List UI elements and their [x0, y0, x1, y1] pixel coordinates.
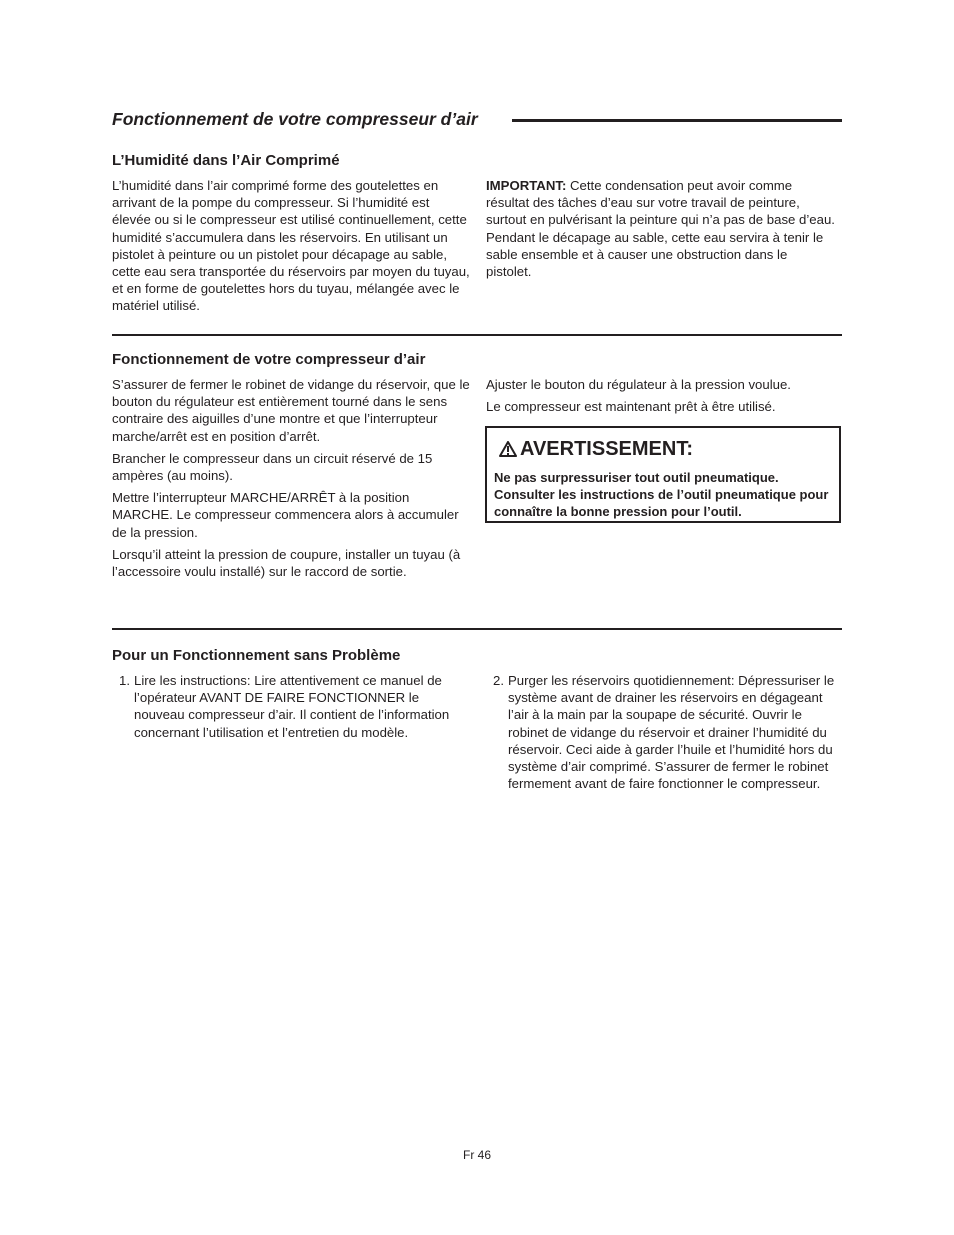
warning-heading-text: AVERTISSEMENT:	[520, 438, 693, 460]
warning-box	[485, 426, 841, 523]
operation-heading: Fonctionnement de votre compresseur d’air	[112, 351, 426, 368]
section-divider	[112, 628, 842, 630]
warning-text: Ne pas surpressuriser tout outil pneumatique. Consulter les instructions de l’outil pneumatique pour connaître la bonne pression pour l’outil.	[494, 470, 829, 519]
operation-paragraph: Lorsqu’il atteint la pression de coupure, installer un tuyau (à l’accessoire voulu installé) sur le raccord de sortie.	[112, 546, 461, 580]
section-divider	[112, 334, 842, 336]
list-item-number: 2.	[493, 673, 504, 688]
operation-paragraph: Brancher le compresseur dans un circuit réservé de 15 ampères (au moins).	[112, 450, 433, 484]
page-title: Fonctionnement de votre compresseur d’air	[112, 109, 478, 129]
list-item	[486, 672, 842, 792]
humidity-heading: L’Humidité dans l’Air Comprimé	[112, 152, 340, 169]
humidity-left-text: L’humidité dans l’air comprimé forme des goutelettes en arrivant de la pompe du compresseur. Si l’humidité est élevée ou si le compresseur est utilisé continuellement, cette humidité s’accumulera dans les réservoirs. En utilisant un pistolet à peinture ou un pistolet pour décapage au sable, cette eau sera transportée du réservoirs par moyen du tuyau, et en forme de goutelettes hors du tuyau, mélangée avec le matériel utilisé.	[112, 178, 470, 314]
warning-heading	[499, 437, 693, 461]
operation-paragraph: Le compresseur est maintenant prêt à être utilisé.	[486, 399, 776, 415]
operation-paragraph: Ajuster le bouton du régulateur à la pression voulue.	[486, 377, 791, 392]
operation-left-column	[112, 376, 470, 585]
operation-paragraph: Mettre l’interrupteur MARCHE/ARRÊT à la position MARCHE. Le compresseur commencera alors à accumuler de la pression.	[112, 490, 459, 540]
page-number: Fr 46	[462, 1148, 491, 1162]
list-item	[112, 672, 466, 741]
trouble-free-list-left	[112, 672, 466, 741]
trouble-free-heading: Pour un Fonctionnement sans Problème	[112, 647, 401, 664]
list-item-text: Lire les instructions: Lire attentivement ce manuel de l’opérateur AVANT DE FAIRE FONCTIONNER le nouveau compresseur d’air. Il contient de l’information concernant l’utilisation et l’entretien du modèle.	[134, 673, 450, 740]
trouble-free-list-right	[486, 672, 842, 792]
list-item-text: Purger les réservoirs quotidiennement: Dépressuriser le système avant de drainer les réservoirs en dégageant l’air à la main par la soupape de sécurité. Ouvrir le robinet de vidange du réservoir et drainer l’humidité du réservoir. Ceci aide à garder l’huile et l’humidité hors du système d’air comprimé. S’assurer de fermer le robinet fermement avant de faire fonctionner le compresseur.	[508, 673, 835, 792]
operation-right-column	[486, 376, 842, 420]
important-text: Cette condensation peut avoir comme résultat des tâches d’eau sur votre travail de peinture, surtout en pulvérisant la peinture qui n’a pas de base d’eau. Pendant le décapage au sable, cette eau servira à tenir le sable ensemble et à causer une obstruction dans le pistolet.	[486, 178, 835, 280]
operation-paragraph: S’assurer de fermer le robinet de vidange du réservoir, que le bouton du régulateur est entièrement tourné dans le sens contraire des aiguilles d’une montre et que l’interrupteur marche/arrêt est en position d’arrêt.	[112, 377, 470, 444]
warning-triangle-icon	[499, 441, 517, 457]
title-rule	[512, 119, 842, 122]
humidity-important-note	[486, 177, 836, 280]
list-item-number: 1.	[119, 673, 130, 688]
important-label: IMPORTANT:	[486, 178, 567, 193]
